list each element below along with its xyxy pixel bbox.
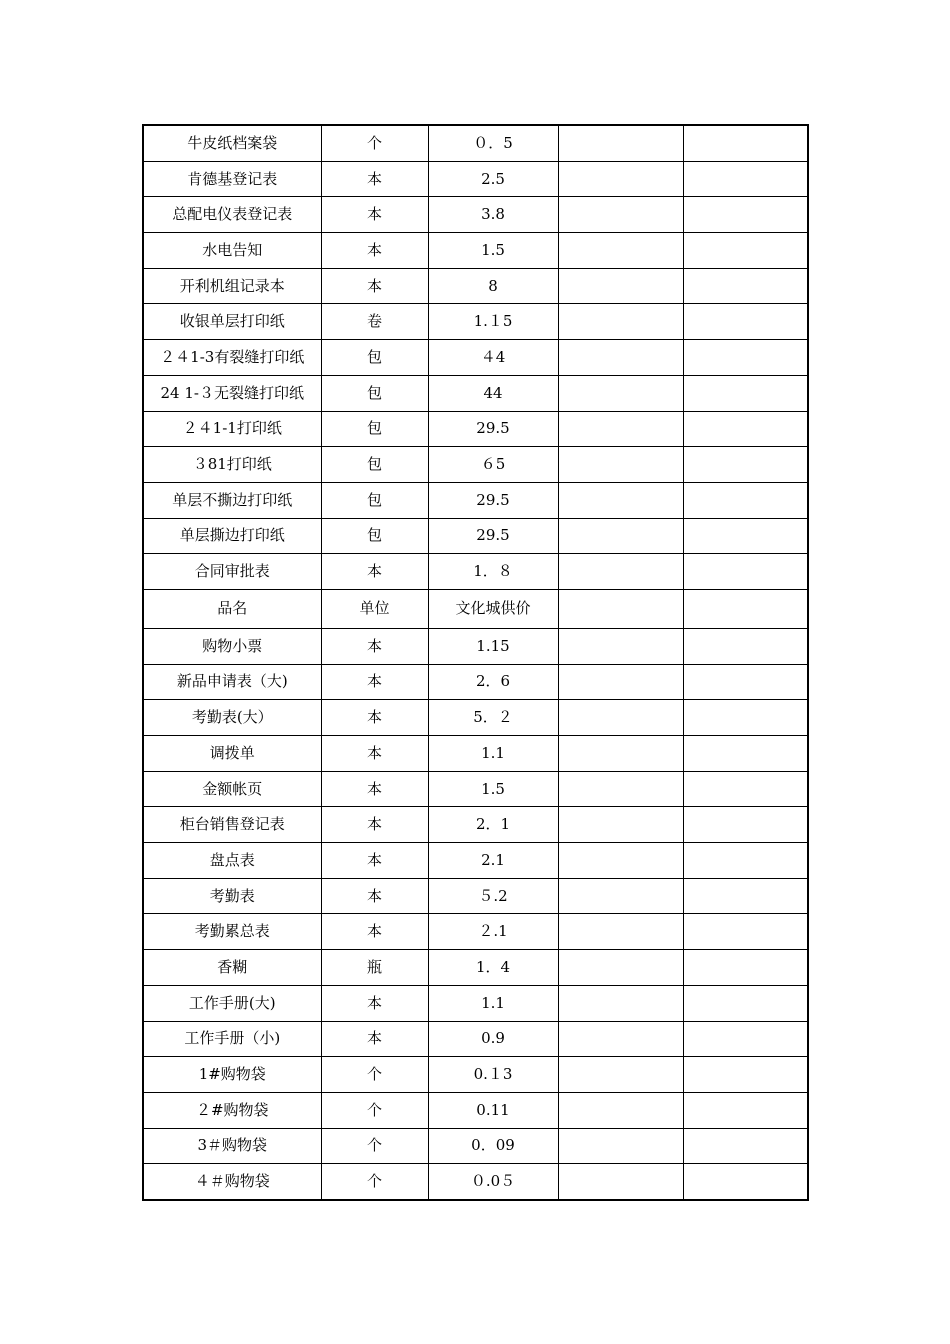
empty-cell bbox=[683, 340, 808, 376]
empty-cell bbox=[558, 161, 683, 197]
unit-cell: 个 bbox=[321, 1128, 428, 1164]
table-row bbox=[143, 161, 808, 197]
table-row bbox=[143, 807, 808, 843]
price-cell: 2.5 bbox=[428, 161, 558, 197]
item-name-cell: 1#购物袋 bbox=[143, 1057, 321, 1093]
empty-cell bbox=[558, 447, 683, 483]
empty-cell bbox=[683, 1164, 808, 1200]
table-row bbox=[143, 950, 808, 986]
empty-cell bbox=[683, 482, 808, 518]
empty-cell bbox=[558, 482, 683, 518]
empty-cell bbox=[683, 268, 808, 304]
empty-cell bbox=[558, 1057, 683, 1093]
item-name-cell: 单层不撕边打印纸 bbox=[143, 482, 321, 518]
item-name-cell: 24 1-３无裂缝打印纸 bbox=[143, 375, 321, 411]
unit-cell: 个 bbox=[321, 1092, 428, 1128]
unit-cell: 本 bbox=[321, 700, 428, 736]
unit-cell: 包 bbox=[321, 447, 428, 483]
unit-cell: 本 bbox=[321, 197, 428, 233]
table-row bbox=[143, 1021, 808, 1057]
table-row bbox=[143, 878, 808, 914]
price-cell: 1．８ bbox=[428, 554, 558, 590]
unit-cell: 本 bbox=[321, 843, 428, 879]
table-row bbox=[143, 736, 808, 772]
item-name-cell: 盘点表 bbox=[143, 843, 321, 879]
price-cell: 1.15 bbox=[428, 628, 558, 664]
empty-cell bbox=[558, 807, 683, 843]
price-cell: 44 bbox=[428, 375, 558, 411]
price-cell: 1.1 bbox=[428, 985, 558, 1021]
table-row bbox=[143, 700, 808, 736]
item-name-cell: 考勤表(大） bbox=[143, 700, 321, 736]
item-name-cell: 开利机组记录本 bbox=[143, 268, 321, 304]
unit-cell: 本 bbox=[321, 161, 428, 197]
unit-cell: 包 bbox=[321, 375, 428, 411]
unit-cell: 本 bbox=[321, 985, 428, 1021]
table-row bbox=[143, 843, 808, 879]
table-row bbox=[143, 771, 808, 807]
price-cell: 1.1 bbox=[428, 736, 558, 772]
empty-cell bbox=[683, 304, 808, 340]
unit-cell: 本 bbox=[321, 771, 428, 807]
item-name-cell: 单层撕边打印纸 bbox=[143, 518, 321, 554]
empty-cell bbox=[683, 554, 808, 590]
unit-cell: 卷 bbox=[321, 304, 428, 340]
empty-cell bbox=[558, 950, 683, 986]
empty-cell bbox=[558, 878, 683, 914]
empty-cell bbox=[683, 1057, 808, 1093]
price-cell: 2．1 bbox=[428, 807, 558, 843]
item-name-cell: 合同审批表 bbox=[143, 554, 321, 590]
empty-cell bbox=[558, 664, 683, 700]
empty-cell bbox=[683, 985, 808, 1021]
empty-cell bbox=[683, 518, 808, 554]
empty-cell bbox=[558, 375, 683, 411]
price-cell: ５.2 bbox=[428, 878, 558, 914]
unit-cell: 本 bbox=[321, 233, 428, 269]
empty-cell bbox=[558, 518, 683, 554]
empty-cell bbox=[558, 233, 683, 269]
empty-cell bbox=[683, 843, 808, 879]
unit-cell: 个 bbox=[321, 1164, 428, 1200]
empty-cell bbox=[558, 843, 683, 879]
empty-cell bbox=[558, 771, 683, 807]
item-name-cell: 牛皮纸档案袋 bbox=[143, 125, 321, 161]
unit-cell: 本 bbox=[321, 736, 428, 772]
table-row bbox=[143, 375, 808, 411]
table-row bbox=[143, 304, 808, 340]
empty-cell bbox=[683, 125, 808, 161]
item-name-cell: 香糊 bbox=[143, 950, 321, 986]
table-row bbox=[143, 268, 808, 304]
table-row bbox=[143, 125, 808, 161]
item-name-cell: ２４1-1打印纸 bbox=[143, 411, 321, 447]
price-cell: 2．6 bbox=[428, 664, 558, 700]
empty-cell bbox=[683, 1128, 808, 1164]
table-row bbox=[143, 1057, 808, 1093]
empty-cell bbox=[558, 736, 683, 772]
price-cell: 29.5 bbox=[428, 518, 558, 554]
table-row bbox=[143, 664, 808, 700]
table-row bbox=[143, 628, 808, 664]
item-name-cell: 购物小票 bbox=[143, 628, 321, 664]
empty-cell bbox=[558, 914, 683, 950]
item-name-cell: 工作手册(大) bbox=[143, 985, 321, 1021]
table-body bbox=[143, 125, 808, 1200]
price-cell: 3.8 bbox=[428, 197, 558, 233]
unit-cell: 本 bbox=[321, 554, 428, 590]
empty-cell bbox=[558, 125, 683, 161]
empty-cell bbox=[683, 233, 808, 269]
unit-cell: 包 bbox=[321, 411, 428, 447]
unit-cell: 本 bbox=[321, 268, 428, 304]
item-name-cell: 水电告知 bbox=[143, 233, 321, 269]
empty-cell bbox=[683, 375, 808, 411]
empty-cell bbox=[683, 807, 808, 843]
empty-cell bbox=[558, 700, 683, 736]
header-item-name-cell: 品名 bbox=[143, 589, 321, 628]
table-row bbox=[143, 554, 808, 590]
price-cell: ０.0５ bbox=[428, 1164, 558, 1200]
price-cell: 1.5 bbox=[428, 233, 558, 269]
item-name-cell: 3＃购物袋 bbox=[143, 1128, 321, 1164]
unit-cell: 本 bbox=[321, 914, 428, 950]
unit-cell: 瓶 bbox=[321, 950, 428, 986]
empty-cell bbox=[683, 771, 808, 807]
empty-cell bbox=[558, 268, 683, 304]
item-name-cell: 工作手册（小) bbox=[143, 1021, 321, 1057]
price-cell: ２.1 bbox=[428, 914, 558, 950]
table-row bbox=[143, 914, 808, 950]
price-table bbox=[142, 124, 809, 1201]
table-row bbox=[143, 233, 808, 269]
unit-cell: 包 bbox=[321, 518, 428, 554]
price-cell: 2.1 bbox=[428, 843, 558, 879]
price-cell: 0.１3 bbox=[428, 1057, 558, 1093]
table-row bbox=[143, 340, 808, 376]
unit-cell: 包 bbox=[321, 482, 428, 518]
unit-cell: 本 bbox=[321, 878, 428, 914]
empty-cell bbox=[683, 589, 808, 628]
table-row bbox=[143, 1092, 808, 1128]
item-name-cell: 考勤累总表 bbox=[143, 914, 321, 950]
price-cell: 0．09 bbox=[428, 1128, 558, 1164]
empty-cell bbox=[683, 197, 808, 233]
price-cell: ６5 bbox=[428, 447, 558, 483]
empty-cell bbox=[683, 1021, 808, 1057]
item-name-cell: 考勤表 bbox=[143, 878, 321, 914]
price-cell: 5．２ bbox=[428, 700, 558, 736]
empty-cell bbox=[558, 340, 683, 376]
empty-cell bbox=[683, 914, 808, 950]
price-cell: ０．5 bbox=[428, 125, 558, 161]
price-cell: 1.１5 bbox=[428, 304, 558, 340]
unit-cell: 个 bbox=[321, 1057, 428, 1093]
empty-cell bbox=[683, 736, 808, 772]
item-name-cell: 调拨单 bbox=[143, 736, 321, 772]
item-name-cell: ４＃购物袋 bbox=[143, 1164, 321, 1200]
empty-cell bbox=[683, 664, 808, 700]
item-name-cell: ２#购物袋 bbox=[143, 1092, 321, 1128]
empty-cell bbox=[683, 411, 808, 447]
unit-cell: 本 bbox=[321, 628, 428, 664]
table-row bbox=[143, 411, 808, 447]
item-name-cell: 肯德基登记表 bbox=[143, 161, 321, 197]
price-cell: ４4 bbox=[428, 340, 558, 376]
table-row bbox=[143, 985, 808, 1021]
table-row bbox=[143, 482, 808, 518]
price-cell: 1.5 bbox=[428, 771, 558, 807]
empty-cell bbox=[558, 1021, 683, 1057]
empty-cell bbox=[558, 304, 683, 340]
empty-cell bbox=[683, 161, 808, 197]
empty-cell bbox=[683, 1092, 808, 1128]
table-row bbox=[143, 518, 808, 554]
price-cell: 8 bbox=[428, 268, 558, 304]
item-name-cell: ３81打印纸 bbox=[143, 447, 321, 483]
unit-cell: 本 bbox=[321, 807, 428, 843]
table-row bbox=[143, 1164, 808, 1200]
empty-cell bbox=[558, 197, 683, 233]
item-name-cell: 新品申请表（大) bbox=[143, 664, 321, 700]
table-row bbox=[143, 447, 808, 483]
item-name-cell: ２４1-3有裂缝打印纸 bbox=[143, 340, 321, 376]
item-name-cell: 柜台销售登记表 bbox=[143, 807, 321, 843]
unit-cell: 本 bbox=[321, 1021, 428, 1057]
empty-cell bbox=[558, 589, 683, 628]
empty-cell bbox=[683, 628, 808, 664]
table-row bbox=[143, 1128, 808, 1164]
empty-cell bbox=[558, 985, 683, 1021]
empty-cell bbox=[683, 878, 808, 914]
empty-cell bbox=[558, 628, 683, 664]
empty-cell bbox=[683, 700, 808, 736]
empty-cell bbox=[683, 447, 808, 483]
header-unit-cell: 单位 bbox=[321, 589, 428, 628]
empty-cell bbox=[558, 1092, 683, 1128]
unit-cell: 本 bbox=[321, 664, 428, 700]
price-cell: 29.5 bbox=[428, 482, 558, 518]
price-cell: 0.11 bbox=[428, 1092, 558, 1128]
empty-cell bbox=[558, 554, 683, 590]
empty-cell bbox=[558, 411, 683, 447]
item-name-cell: 总配电仪表登记表 bbox=[143, 197, 321, 233]
item-name-cell: 收银单层打印纸 bbox=[143, 304, 321, 340]
table-header-row bbox=[143, 589, 808, 628]
empty-cell bbox=[558, 1164, 683, 1200]
empty-cell bbox=[558, 1128, 683, 1164]
item-name-cell: 金额帐页 bbox=[143, 771, 321, 807]
price-cell: 0.9 bbox=[428, 1021, 558, 1057]
unit-cell: 包 bbox=[321, 340, 428, 376]
unit-cell: 个 bbox=[321, 125, 428, 161]
empty-cell bbox=[683, 950, 808, 986]
header-price-cell: 文化城供价 bbox=[428, 589, 558, 628]
price-cell: 1．4 bbox=[428, 950, 558, 986]
price-cell: 29.5 bbox=[428, 411, 558, 447]
table-row bbox=[143, 197, 808, 233]
